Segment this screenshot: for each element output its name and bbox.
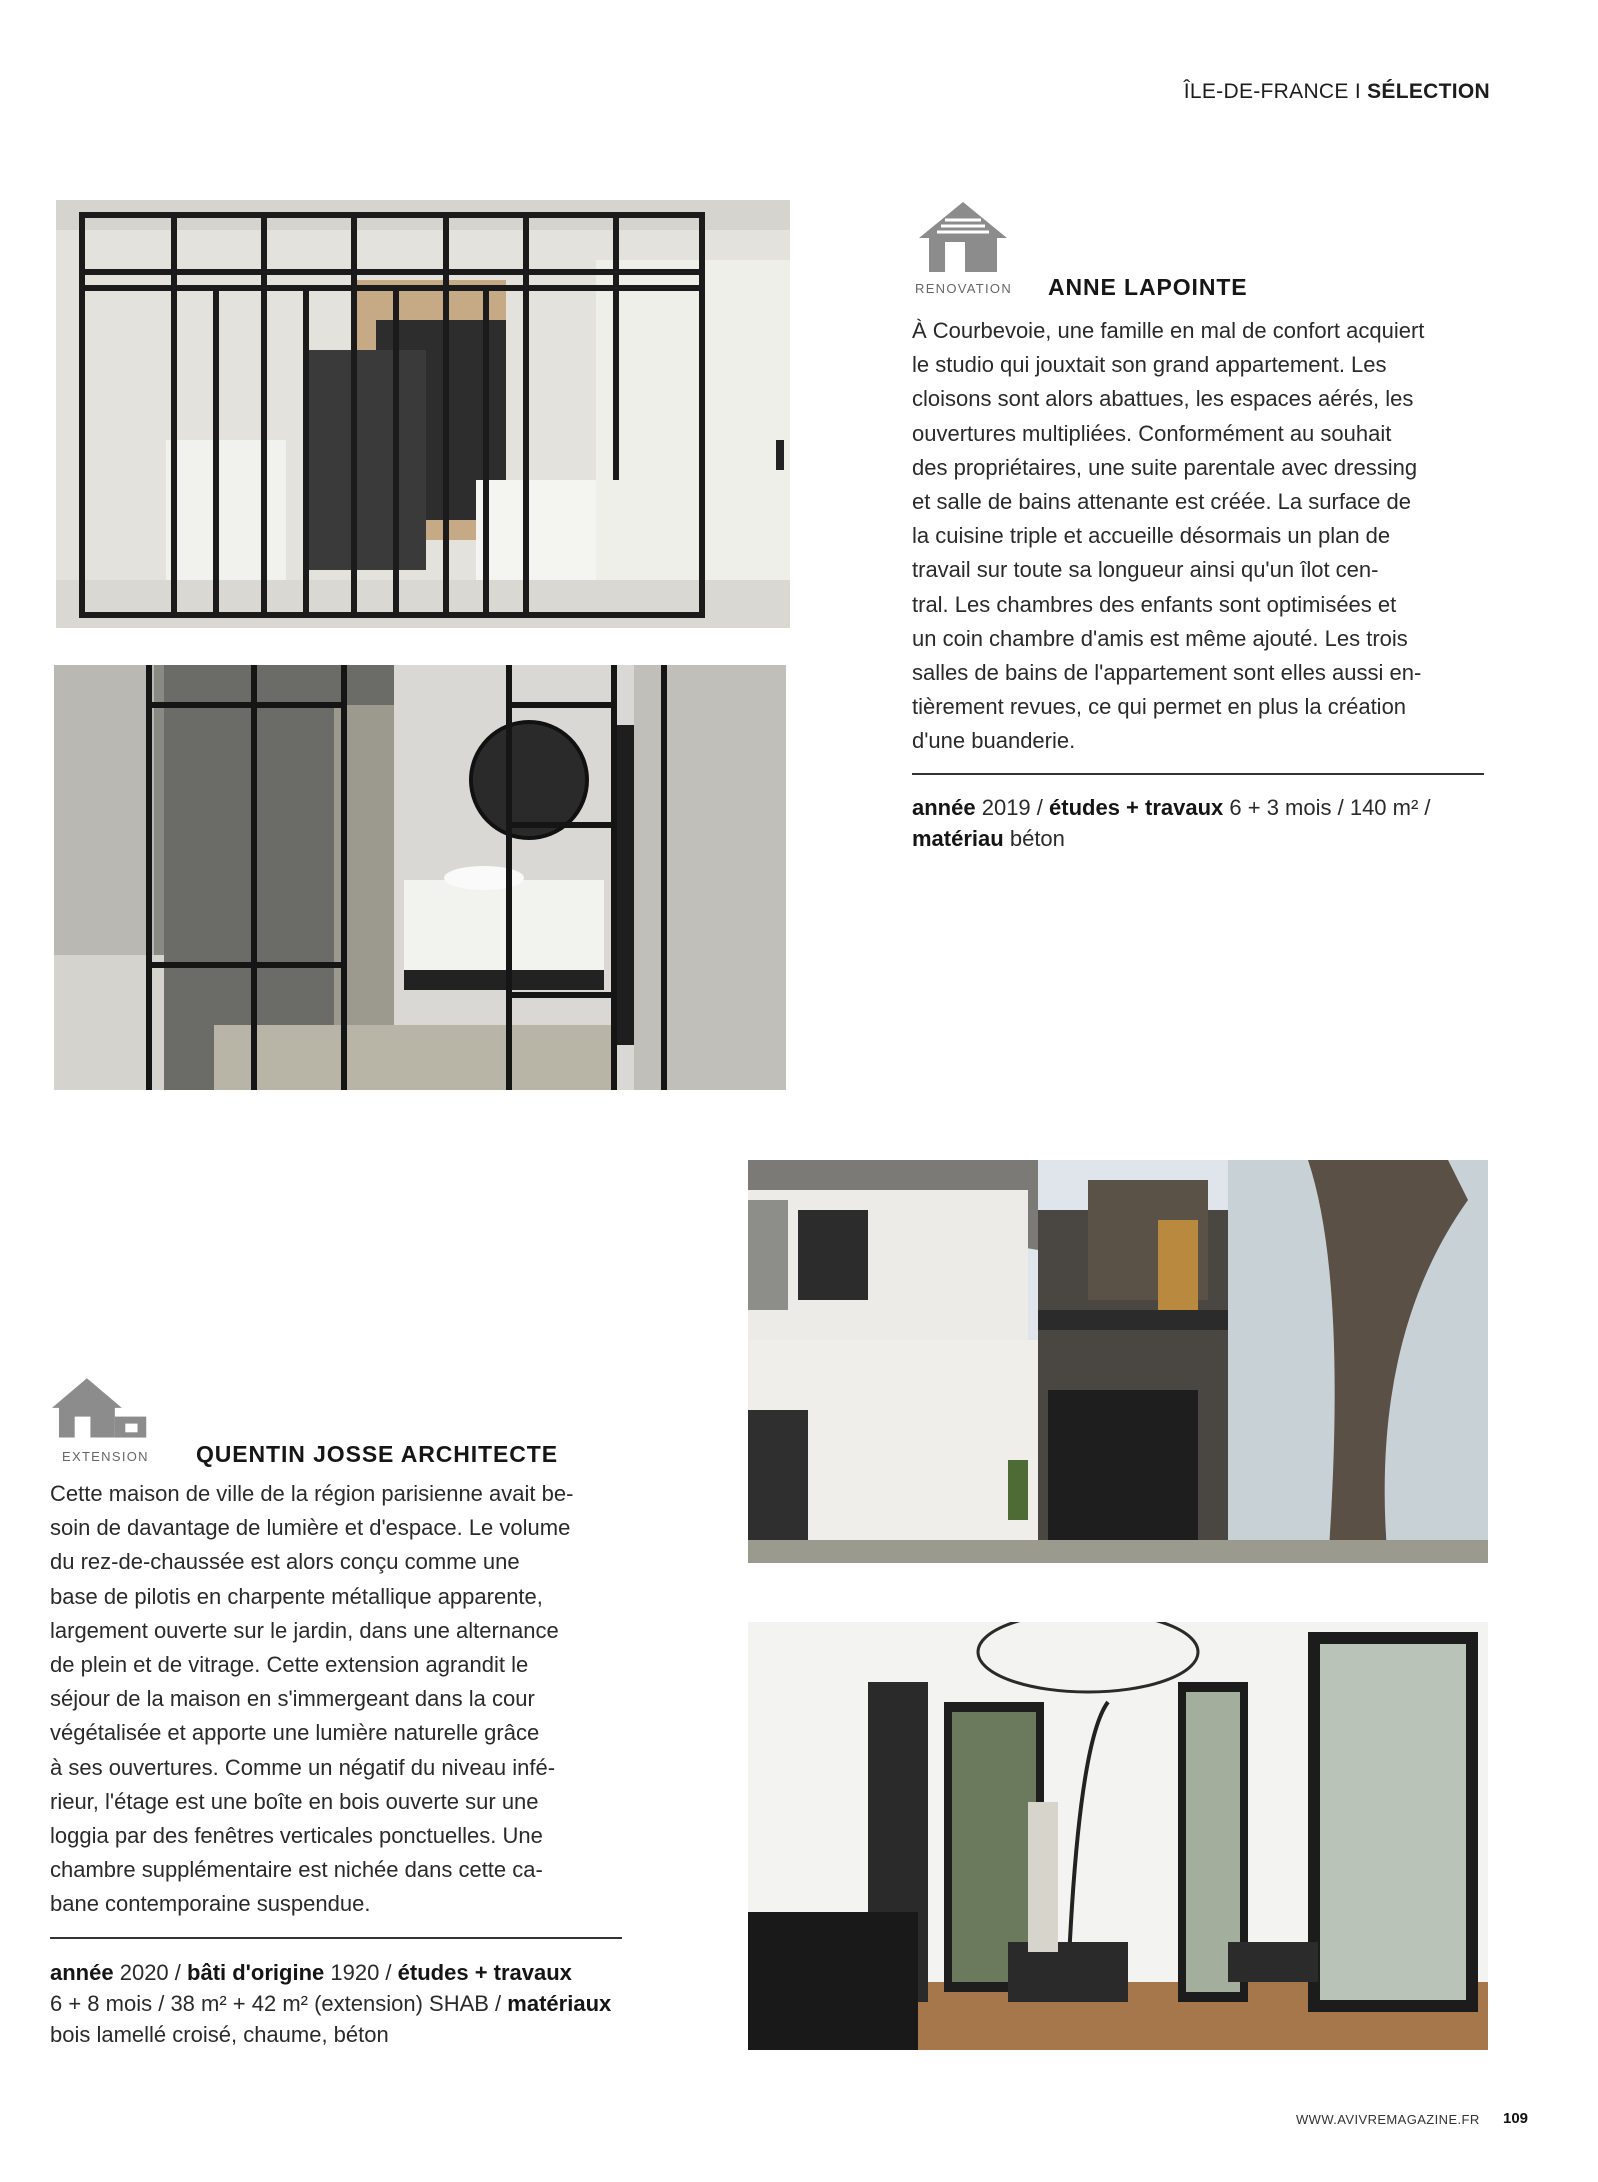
text-line: Cette maison de ville de la région parisienne avait be- xyxy=(50,1481,574,1506)
text-line: À Courbevoie, une famille en mal de confort acquiert xyxy=(912,318,1425,343)
text-line: à ses ouvertures. Comme un négatif du niveau infé- xyxy=(50,1754,556,1780)
text-line: la cuisine triple et accueille désormais un plan de xyxy=(912,523,1391,549)
project1-description xyxy=(912,314,1486,759)
text-line: et salle de bains attenante est créée. La surface de xyxy=(912,489,1411,515)
meta-value-etudes: 6 + 3 mois / 140 m² / xyxy=(1229,795,1431,820)
project1-meta xyxy=(912,792,1492,854)
text-line: tièrement revues, ce qui permet en plus la création xyxy=(912,694,1407,720)
project2-name: QUENTIN JOSSE ARCHITECTE xyxy=(196,1441,558,1467)
text-line: le studio qui jouxtait son grand appartement. Les xyxy=(912,352,1387,378)
region-label: ÎLE-DE-FRANCE xyxy=(1183,80,1349,103)
meta-value-etudes: 6 + 8 mois / 38 m² + 42 m² (extension) SHAB / xyxy=(50,1991,502,2016)
extension-category-label: EXTENSION xyxy=(62,1449,149,1464)
section-header xyxy=(1140,80,1490,104)
text-line: ouvertures multipliées. Conformément au souhait xyxy=(912,420,1392,446)
living-room-photo xyxy=(748,1622,1488,2050)
project1-divider xyxy=(912,773,1484,775)
text-line: chambre supplémentaire est nichée dans cette ca- xyxy=(50,1857,543,1883)
text-line: de plein et de vitrage. Cette extension agrandit le xyxy=(50,1652,529,1678)
text-line: végétalisée et apporte une lumière naturelle grâce xyxy=(50,1720,540,1746)
bathroom-photo xyxy=(54,665,786,1090)
text-line: d'une buanderie. xyxy=(912,728,1076,754)
meta-label-materiaux: matériaux xyxy=(507,1991,612,2016)
meta-label-annee: année xyxy=(50,1960,114,1985)
meta-value-materiau: béton xyxy=(1009,826,1065,851)
text-line: tral. Les chambres des enfants sont optimisées et xyxy=(912,591,1397,617)
section-label: SÉLECTION xyxy=(1367,80,1490,103)
meta-label-materiau: matériau xyxy=(912,826,1004,851)
meta-value-annee: 2019 / xyxy=(981,795,1043,820)
meta-value-materiaux: bois lamellé croisé, chaume, béton xyxy=(50,2022,389,2047)
house-renovation-icon xyxy=(915,198,1011,276)
project2-meta xyxy=(50,1957,630,2050)
kitchen-photo xyxy=(56,200,790,628)
text-line: des propriétaires, une suite parentale avec dressing xyxy=(912,454,1418,480)
renovation-category-label: RENOVATION xyxy=(915,281,1013,296)
renovation-badge xyxy=(915,198,1065,276)
meta-label-etudes: études + travaux xyxy=(1049,795,1224,820)
header-separator: I xyxy=(1354,80,1361,103)
project2-divider xyxy=(50,1937,622,1939)
text-line: loggia par des fenêtres verticales ponctuelles. Une xyxy=(50,1823,543,1849)
text-line: salles de bains de l'appartement sont elles aussi en- xyxy=(912,660,1422,686)
text-line: cloisons sont alors abattues, les espaces aérés, les xyxy=(912,386,1414,412)
text-line: un coin chambre d'amis est même ajouté. Les trois xyxy=(912,625,1408,651)
text-line: du rez-de-chaussée est alors conçu comme une xyxy=(50,1549,520,1575)
page-number: 109 xyxy=(1503,2110,1529,2127)
project1-name: ANNE LAPOINTE xyxy=(1048,274,1248,300)
text-line: travail sur toute sa longueur ainsi qu'un îlot cen- xyxy=(912,557,1379,583)
text-line: bane contemporaine suspendue. xyxy=(50,1891,371,1917)
meta-label-etudes: études + travaux xyxy=(397,1960,572,1985)
text-line: base de pilotis en charpente métallique apparente, xyxy=(50,1583,543,1609)
text-line: rieur, l'étage est une boîte en bois ouverte sur une xyxy=(50,1788,539,1814)
exterior-photo xyxy=(748,1160,1488,1563)
meta-label-bati: bâti d'origine xyxy=(187,1960,325,1985)
project2-description xyxy=(50,1477,624,1922)
meta-label-annee: année xyxy=(912,795,976,820)
meta-value-annee: 2020 / xyxy=(119,1960,181,1985)
text-line: largement ouverte sur le jardin, dans une alternance xyxy=(50,1617,559,1643)
text-line: séjour de la maison en s'immergeant dans la cour xyxy=(50,1686,535,1712)
house-extension-icon xyxy=(52,1368,148,1446)
extension-badge xyxy=(52,1368,202,1446)
footer-url[interactable]: WWW.AVIVREMAGAZINE.FR xyxy=(1296,2112,1480,2127)
text-line: soin de davantage de lumière et d'espace. Le volume xyxy=(50,1515,571,1541)
meta-value-bati: 1920 / xyxy=(330,1960,392,1985)
